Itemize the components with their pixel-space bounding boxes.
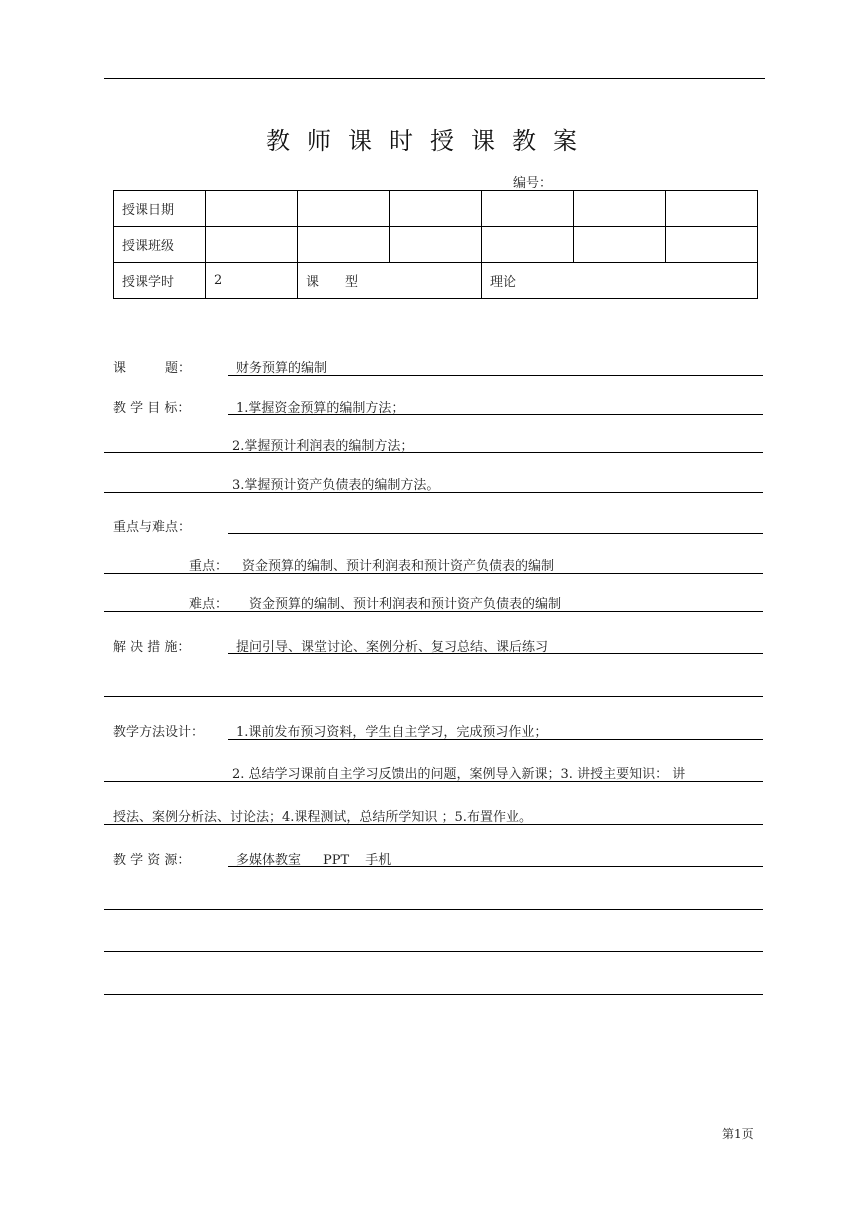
key-label: 重点：: [189, 559, 229, 574]
difficulty-label: 难点：: [189, 597, 229, 612]
topic-value[interactable]: 财务预算的编制: [236, 361, 328, 376]
top-rule: [104, 78, 765, 79]
method-line-2[interactable]: 2. 总结学习课前自主学习反馈出的问题，案例导入新课；3. 讲授主要知识： 讲: [232, 767, 686, 782]
resources-underline-4: [104, 994, 763, 995]
topic-underline: [228, 375, 763, 376]
goals-underline-2: [104, 452, 763, 453]
key-diff-underline: [228, 533, 763, 534]
class-label-cell: 授课班级: [114, 227, 206, 263]
class-cell-5[interactable]: [574, 227, 666, 263]
table-row: [114, 191, 758, 227]
method-line-3[interactable]: 授法、案例分析法、讨论法；4.课程测试，总结所学知识 ；5.布置作业。: [113, 810, 532, 825]
resources-underline-1: [228, 866, 763, 867]
resources-underline-3: [104, 951, 763, 952]
resources-label: 教 学 资 源：: [113, 853, 191, 868]
key-underline: [104, 573, 763, 574]
goal-item-3[interactable]: 3.掌握预计资产负债表的编制方法。: [232, 478, 440, 493]
type-value-cell[interactable]: 理论: [482, 263, 758, 299]
doc-number-label: 编号：: [513, 176, 553, 191]
hours-label-cell: 授课学时: [114, 263, 206, 299]
info-table: [113, 190, 758, 299]
method-underline-1: [228, 739, 763, 740]
method-label: 教学方法设计：: [113, 725, 205, 740]
goal-item-1[interactable]: 1.掌握资金预算的编制方法；: [236, 401, 405, 416]
difficulty-underline: [104, 611, 763, 612]
key-value[interactable]: 资金预算的编制、预计利润表和预计资产负债表的编制: [242, 559, 555, 574]
type-label-cell: 课 型: [298, 263, 482, 299]
goals-label: 教 学 目 标：: [113, 401, 191, 416]
table-row: [114, 227, 758, 263]
measures-underline-2: [104, 696, 763, 697]
measures-label: 解 决 措 施：: [113, 640, 191, 655]
date-cell-1[interactable]: [206, 191, 298, 227]
page-title: 教师课时授课教案: [266, 127, 594, 155]
class-cell-3[interactable]: [390, 227, 482, 263]
goals-underline-1: [228, 414, 763, 415]
resources-underline-2: [104, 909, 763, 910]
difficulty-value[interactable]: 资金预算的编制、预计利润表和预计资产负债表的编制: [249, 597, 562, 612]
class-cell-1[interactable]: [206, 227, 298, 263]
class-cell-4[interactable]: [482, 227, 574, 263]
key-diff-label: 重点与难点：: [113, 520, 192, 535]
date-label-cell: 授课日期: [114, 191, 206, 227]
date-cell-6[interactable]: [666, 191, 758, 227]
class-cell-2[interactable]: [298, 227, 390, 263]
method-underline-2: [104, 781, 763, 782]
date-cell-5[interactable]: [574, 191, 666, 227]
date-cell-3[interactable]: [390, 191, 482, 227]
measures-value[interactable]: 提问引导、课堂讨论、案例分析、复习总结、课后练习: [236, 640, 549, 655]
page-number: 第1页: [722, 1127, 754, 1141]
table-row: [114, 263, 758, 299]
method-line-1[interactable]: 1.课前发布预习资料，学生自主学习，完成预习作业；: [236, 725, 548, 740]
topic-label: 课 题：: [113, 361, 192, 376]
method-underline-3: [104, 824, 763, 825]
class-cell-6[interactable]: [666, 227, 758, 263]
goals-underline-3: [104, 492, 763, 493]
resource-item-ppt[interactable]: PPT: [323, 853, 350, 868]
hours-value-cell[interactable]: 2: [206, 263, 298, 299]
resource-item-phone[interactable]: 手机: [365, 853, 392, 868]
date-cell-2[interactable]: [298, 191, 390, 227]
date-cell-4[interactable]: [482, 191, 574, 227]
goal-item-2[interactable]: 2.掌握预计利润表的编制方法；: [232, 439, 414, 454]
resource-item-room[interactable]: 多媒体教室: [236, 853, 302, 868]
measures-underline-1: [228, 653, 763, 654]
